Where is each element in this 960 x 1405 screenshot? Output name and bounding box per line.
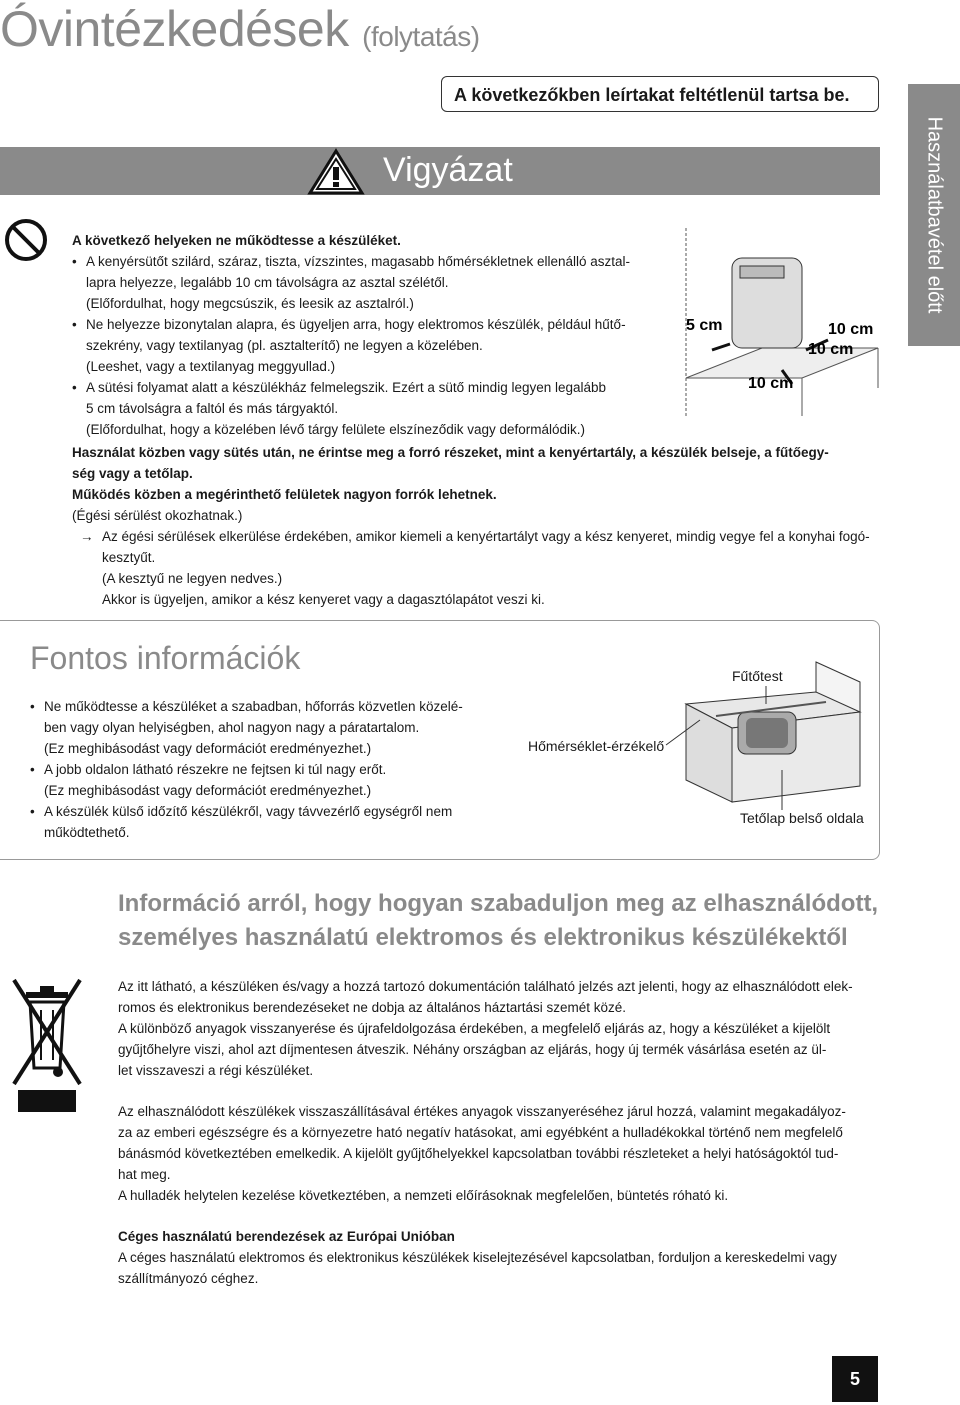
hot-parts-text (72, 442, 882, 610)
arrow-note (72, 526, 882, 610)
dim-right2: 10 cm (808, 341, 854, 358)
caution-line: • A sütési folyamat alatt a készülékház felmelegszik. Ezért a sütő mindig legyen legalább (86, 380, 607, 395)
important-line: • Ne működtesse a készüléket a szabadban, hőforrás közvetlen közelé- (44, 699, 463, 714)
disposal-line: szállítmányozó céghez. (118, 1271, 259, 1286)
caution-bullet (72, 251, 672, 314)
caution-heading: Vigyázat (383, 151, 513, 189)
disposal-heading-line: Információ arról, hogy hogyan szabaduljon meg az elhasználódott, (118, 890, 879, 917)
caution-line: (Leeshet, vagy a textilanyag meggyullad.) (86, 359, 336, 374)
caution-line: • A kenyérsütőt szilárd, száraz, tiszta, vízszintes, magasabb hőmérsékletnek ellenálló asztal- (86, 254, 630, 269)
page-title (0, 0, 480, 58)
important-bullet (30, 696, 500, 759)
placement-figure (682, 228, 882, 420)
leader-lines (520, 660, 820, 820)
important-list (30, 696, 500, 843)
important-line: működtethető. (44, 825, 130, 840)
caution-line: (Előfordulhat, hogy a közelében lévő tárgy felülete elszíneződik vagy deformálódik.) (86, 422, 586, 437)
important-line: • A készülék külső időzítő készülékről, vagy távvezérlő egységről nem (44, 804, 453, 819)
disposal-line: gyűjtőhelyre viszi, ahol azt díjmentesen átveszik. Néhány országban az eljárás, hogy új termék vásárlása esetén az ül- (118, 1042, 827, 1057)
disposal-heading-line: személyes használatú elektromos és elektronikus készülékektől (118, 924, 848, 951)
disposal-line: let visszaveszi a régi készüléket. (118, 1063, 314, 1078)
important-bullet (30, 759, 500, 801)
caution-bullet (72, 377, 672, 440)
crossed-bin-icon (10, 972, 84, 1114)
page-number: 5 (832, 1356, 878, 1402)
arrow-line: kesztyűt. (102, 550, 156, 565)
notice-box: A következőkben leírtakat feltétlenül tartsa be. (441, 76, 879, 112)
important-line: • A jobb oldalon látható részekre ne fejtsen ki túl nagy erőt. (44, 762, 387, 777)
hot-line: Használat közben vagy sütés után, ne érintse meg a forró részeket, mint a kenyértartály, a készülék belseje, a fűtőegy- (72, 445, 829, 460)
hot-line: Működés közben a megérinthető felületek nagyon forrók lehetnek. (72, 487, 497, 502)
important-title: Fontos információk (30, 640, 301, 676)
arrow-icon: → (80, 529, 94, 544)
side-tab-label: Használatbavétel előtt (923, 116, 946, 314)
dim-left: 5 cm (686, 317, 723, 334)
disposal-heading (118, 887, 878, 955)
arrow-line: (A kesztyű ne legyen nedves.) (102, 571, 283, 586)
caution-line: lapra helyezze, legalább 10 cm távolságra az asztal szélétől. (86, 275, 449, 290)
important-line: (Ez meghibásodást vagy deformációt eredményezhet.) (44, 741, 372, 756)
label-sensor: Hőmérséklet-érzékelő (528, 738, 665, 754)
caution-line: (Előfordulhat, hogy megcsúszik, és leesik az asztalról.) (86, 296, 414, 311)
disposal-line: Az elhasználódott készülékek visszaszállításával értékes anyagok visszanyeréséhez járul hozzá, valamint megakadályoz- (118, 1104, 846, 1119)
caution-intro: A következő helyeken ne működtesse a készüléket. (72, 233, 401, 248)
label-heater: Fűtőtest (732, 668, 783, 684)
caution-line: • Ne helyezze bizonytalan alapra, és ügyeljen arra, hogy elektromos készülék, például hűtő- (86, 317, 626, 332)
dim-right1: 10 cm (828, 321, 874, 338)
prohibition-icon (4, 218, 48, 262)
warning-triangle-icon (306, 147, 366, 195)
arrow-line: Az égési sérülések elkerülése érdekében, amikor kiemeli a kenyértartályt vagy a kész kenyeret, mindig vegye fel a konyhai fogó- (102, 529, 870, 544)
caution-text (72, 230, 672, 440)
label-lid: Tetőlap belső oldala (740, 810, 864, 826)
disposal-line: za az emberi egészségre és a környezetre ható negatív hatásokat, ami egyébként a hulladékokkal történő nem megfelelő (118, 1125, 843, 1140)
disposal-line: romos és elektronikus berendezéseket ne dobja az általános háztartási szemét közé. (118, 1000, 627, 1015)
arrow-line: Akkor is ügyeljen, amikor a kész kenyeret vagy a dagasztólapátot veszi ki. (102, 592, 545, 607)
caution-bullet (72, 314, 672, 377)
title-main: Óvintézkedések (0, 1, 349, 57)
eu-heading: Céges használatú berendezések az Európai Unióban (118, 1229, 455, 1244)
disposal-line: hat meg. (118, 1167, 171, 1182)
side-tab (908, 84, 960, 346)
disposal-text (118, 976, 880, 1289)
important-line: (Ez meghibásodást vagy deformációt eredményezhet.) (44, 783, 372, 798)
hot-line: (Égési sérülést okozhatnak.) (72, 508, 243, 523)
dim-bottom: 10 cm (748, 375, 794, 392)
disposal-line: A hulladék helytelen kezelése következtében, a nemzeti előírásoknak megfelelően, büntetés róható ki. (118, 1188, 729, 1203)
title-subtitle: (folytatás) (362, 21, 480, 52)
hot-line: ség vagy a tetőlap. (72, 466, 193, 481)
disposal-line: A céges használatú elektromos és elektronikus készülékek kiselejtezésével kapcsolatban, forduljon a kereskedelmi vagy (118, 1250, 837, 1265)
disposal-line: A különböző anyagok visszanyerése és újrafeldolgozása érdekében, a megfelelő eljárás az, hogy a készüléket a kijelölt (118, 1021, 831, 1036)
caution-line: szekrény, vagy textilanyag (pl. asztalterítő) ne legyen a közelében. (86, 338, 483, 353)
important-line: ben vagy olyan helyiségben, ahol nagyon nagy a páratartalom. (44, 720, 420, 735)
important-bullet (30, 801, 500, 843)
disposal-line: bánásmód következtében emelkedik. A kijelölt gyűjtőhelyekkel kapcsolatban további részleteket a helyi hatóságoktól tud- (118, 1146, 839, 1161)
caution-line: 5 cm távolságra a faltól és más tárgyaktól. (86, 401, 339, 416)
caution-banner (0, 147, 880, 195)
disposal-line: Az itt látható, a készüléken és/vagy a hozzá tartozó dokumentáción található jelzés azt jelenti, hogy az elhasználódott elek- (118, 979, 853, 994)
